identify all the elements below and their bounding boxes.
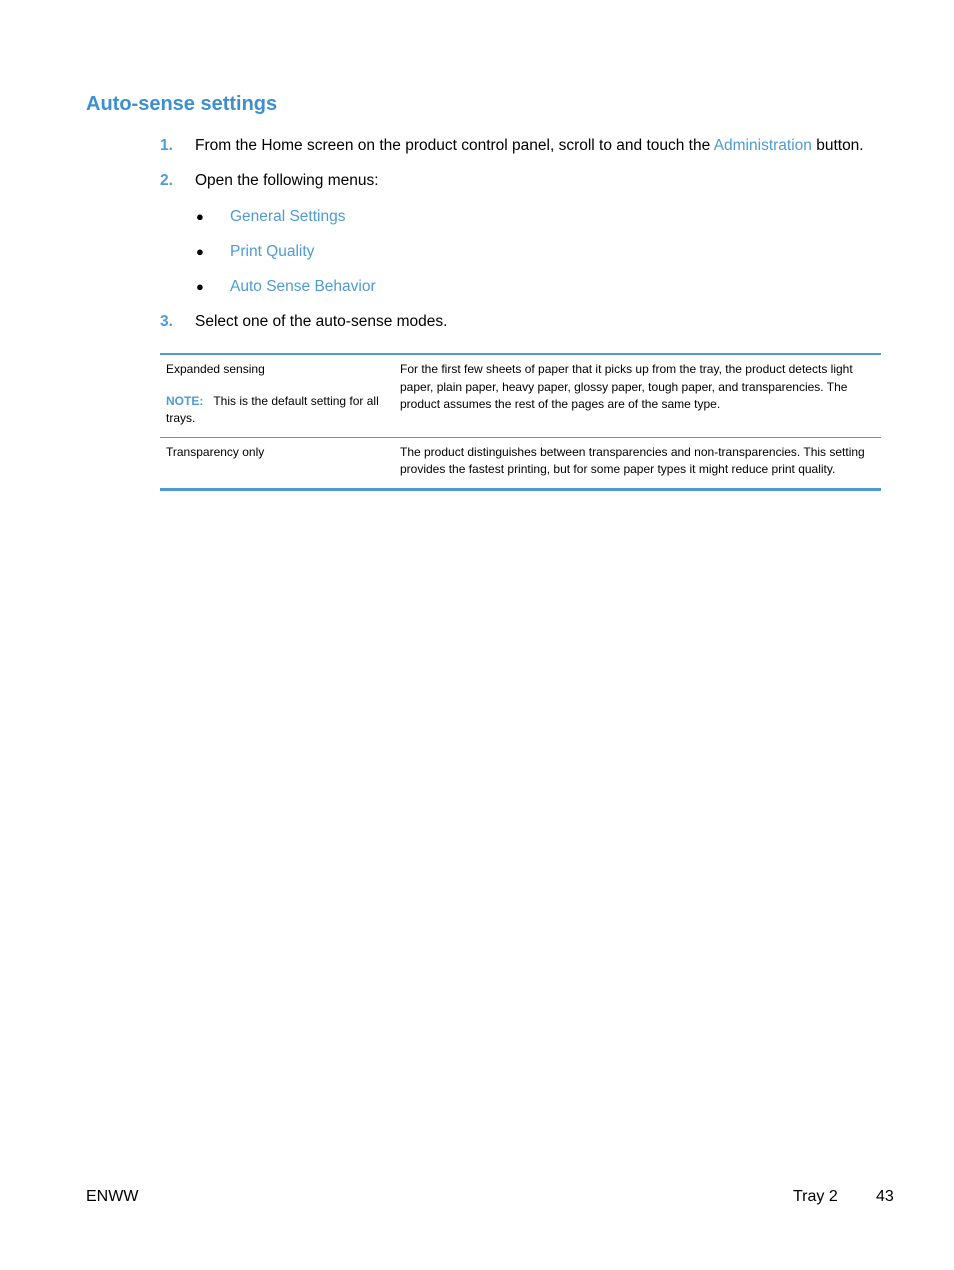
step-3 <box>160 312 447 332</box>
page-number: 43 <box>876 1188 894 1205</box>
description-cell: The product distinguishes between transparencies and non-transparencies. This setting provides the fastest printing, but for some paper types it might reduce print quality. <box>400 444 865 476</box>
note <box>166 393 392 428</box>
menu-item-general-settings <box>196 207 345 227</box>
section-heading: Auto-sense settings <box>86 93 278 115</box>
step-text: From the Home screen on the product control panel, scroll to and touch the <box>195 137 714 154</box>
mode-name: Expanded sensing <box>166 362 265 376</box>
mode-name: Transparency only <box>166 444 265 459</box>
menu-link[interactable]: General Settings <box>230 208 346 225</box>
auto-sense-table <box>160 353 881 491</box>
step-2 <box>160 171 379 191</box>
note-text: This is the default setting for all trays. <box>166 393 379 425</box>
footer-section: Tray 2 <box>793 1188 838 1205</box>
step-number: 1. <box>160 137 173 154</box>
menu-item-print-quality <box>196 242 314 262</box>
table-row <box>160 437 881 488</box>
step-text-end: button. <box>811 137 864 154</box>
step-text: Open the following menus: <box>195 172 379 189</box>
mode-cell <box>160 361 400 428</box>
bullet-icon: ● <box>196 279 204 294</box>
step-number: 3. <box>160 313 173 330</box>
step-text: Select one of the auto-sense modes. <box>195 313 448 330</box>
menu-item-auto-sense-behavior <box>196 277 376 297</box>
mode-cell <box>160 444 400 479</box>
step-number: 2. <box>160 172 173 189</box>
menu-link[interactable]: Print Quality <box>230 243 315 260</box>
bullet-icon: ● <box>196 209 204 224</box>
menu-link[interactable]: Auto Sense Behavior <box>230 278 376 295</box>
description-cell: For the first few sheets of paper that it picks up from the tray, the product detects light paper, plain paper, heavy paper, glossy paper, tough paper, and transparencies. The product assumes the rest of the pages are of the same type. <box>400 362 853 411</box>
administration-link[interactable]: Administration <box>713 137 812 154</box>
note-label: NOTE: <box>166 393 204 408</box>
footer-left: ENWW <box>86 1188 139 1205</box>
bullet-icon: ● <box>196 244 204 259</box>
step-1 <box>160 136 864 156</box>
table-row <box>160 355 881 437</box>
